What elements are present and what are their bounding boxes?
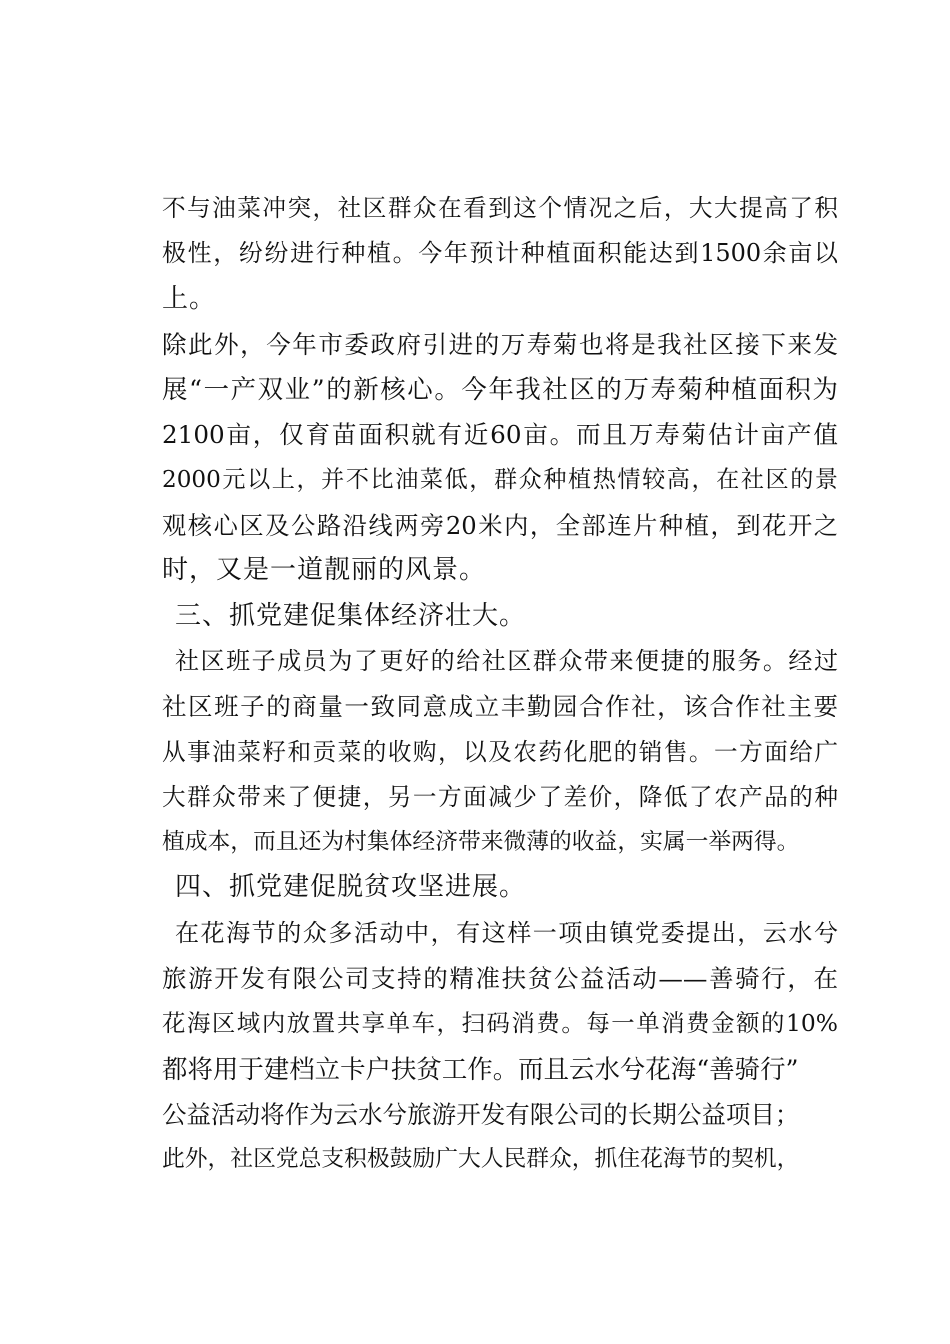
text-line-4: 除此外，今年市委政府引进的万寿菊也将是我社区接下来发 [162, 329, 838, 359]
section-heading-4: 四、抓党建促脱贫攻坚进展。 [175, 872, 527, 903]
text-line-9: 时，又是一道靓丽的风景。 [162, 555, 487, 586]
text-line-11: 社区班子成员为了更好的给社区群众带来便捷的服务。经过 [175, 646, 838, 675]
text-line-1: 不与油菜冲突，社区群众在看到这个情况之后，大大提高了积 [162, 194, 838, 222]
document-body [162, 186, 838, 1183]
text-line-5: 展“一产双业”的新核心。今年我社区的万寿菊种植面积为 [162, 374, 838, 405]
text-line-7: 2000元以上，并不比油菜低，群众种植热情较高，在社区的景 [162, 466, 838, 493]
text-line-22: 此外，社区党总支积极鼓励广大人民群众，抓住花海节的契机， [162, 1146, 800, 1173]
text-line-20: 都将用于建档立卡户扶贫工作。而且云水兮花海“善骑行” [162, 1053, 799, 1084]
text-line-15: 植成本，而且还为村集体经济带来微薄的收益，实属一举两得。 [162, 829, 800, 856]
text-line-21: 公益活动将作为云水兮旅游开发有限公司的长期公益项目； [162, 1099, 800, 1129]
text-line-19: 花海区域内放置共享单车，扫码消费。每一单消费金额的10% [162, 1009, 838, 1038]
text-line-3: 上。 [162, 283, 217, 314]
text-line-13: 从事油菜籽和贡菜的收购，以及农药化肥的销售。一方面给广 [162, 737, 838, 766]
text-line-17: 在花海节的众多活动中，有这样一项由镇党委提出，云水兮 [175, 918, 838, 947]
text-line-14: 大群众带来了便捷，另一方面减少了差价，降低了农产品的种 [162, 782, 838, 811]
text-line-6: 2100亩，仅育苗面积就有近60亩。而且万寿菊估计亩产值 [162, 420, 838, 450]
text-line-2: 极性，纷纷进行种植。今年预计种植面积能达到1500余亩以 [162, 239, 838, 268]
section-heading-3: 三、抓党建促集体经济壮大。 [175, 600, 527, 631]
text-line-12: 社区班子的商量一致同意成立丰勤园合作社，该合作社主要 [162, 692, 838, 722]
text-line-8: 观核心区及公路沿线两旁20米内，全部连片种植，到花开之 [162, 511, 838, 541]
text-line-18: 旅游开发有限公司支持的精准扶贫公益活动——善骑行，在 [162, 964, 838, 994]
